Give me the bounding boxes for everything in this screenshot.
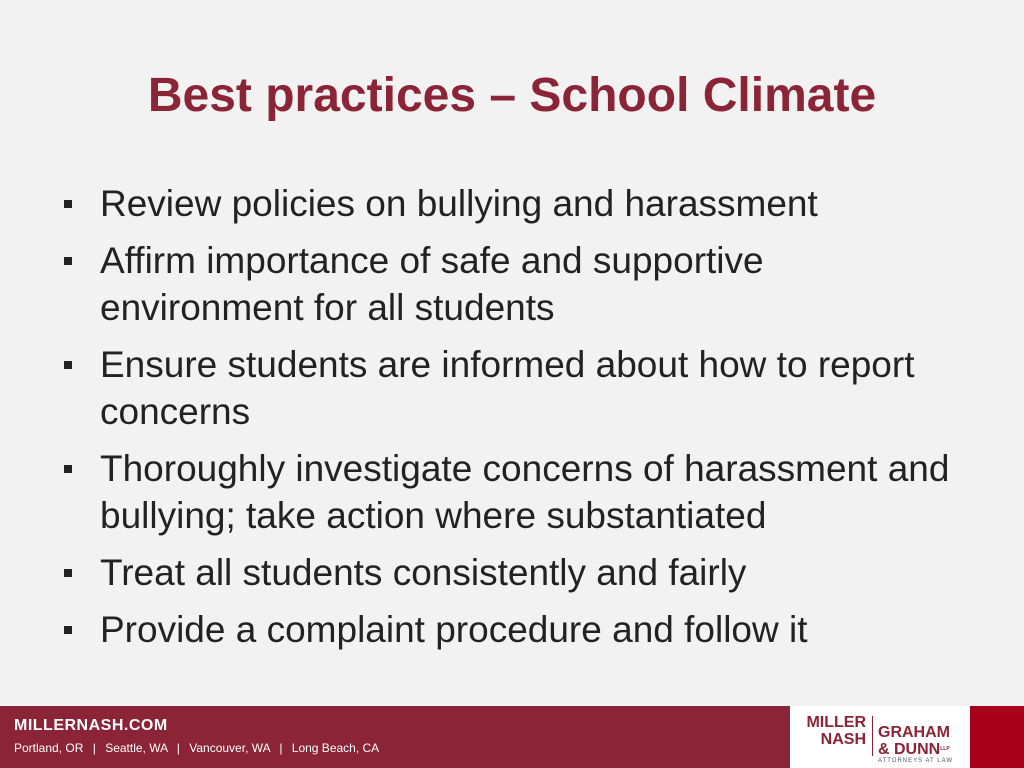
bullet-item (62, 237, 962, 331)
square-bullet-icon (64, 569, 72, 577)
bullet-list (62, 180, 962, 663)
footer-bar (0, 706, 790, 768)
slide-title: Best practices – School Climate (147, 69, 877, 122)
location-separator: | (176, 741, 180, 755)
bullet-item (62, 445, 962, 539)
logo-left-block (800, 714, 866, 748)
square-bullet-icon (64, 200, 72, 208)
logo-word-miller: MILLER (806, 714, 866, 731)
logo-word-dunn-line (878, 741, 950, 758)
bullet-text: Review policies on bullying and harassment (100, 183, 818, 224)
footer (0, 706, 1024, 768)
location-separator: | (279, 741, 283, 755)
logo-tagline: ATTORNEYS AT LAW (878, 758, 954, 764)
logo-divider (872, 716, 873, 756)
footer-locations (14, 741, 379, 755)
firm-logo (790, 706, 970, 768)
logo-right-block (878, 724, 950, 758)
location-separator: | (92, 741, 96, 755)
square-bullet-icon (64, 626, 72, 634)
logo-llp: LLP (940, 746, 950, 752)
location-long-beach: Long Beach, CA (291, 741, 380, 755)
location-seattle: Seattle, WA (105, 741, 168, 755)
bullet-text: Treat all students consistently and fairly (100, 552, 747, 593)
bullet-item (62, 549, 962, 596)
location-vancouver: Vancouver, WA (189, 741, 270, 755)
square-bullet-icon (64, 257, 72, 265)
bullet-text: Thoroughly investigate concerns of harassment and bullying; take action where substantiated (100, 448, 950, 536)
logo-word-nash: NASH (820, 731, 866, 748)
square-bullet-icon (64, 361, 72, 369)
footer-website: MILLERNASH.COM (14, 717, 168, 734)
bullet-text: Ensure students are informed about how to report concerns (100, 344, 915, 432)
logo-word-graham: GRAHAM (878, 724, 950, 741)
square-bullet-icon (64, 465, 72, 473)
bullet-item (62, 180, 962, 227)
bullet-text: Provide a complaint procedure and follow it (100, 609, 808, 650)
bullet-item (62, 606, 962, 653)
location-portland: Portland, OR (14, 741, 84, 755)
logo-word-dunn: & DUNN (878, 741, 941, 758)
bullet-text: Affirm importance of safe and supportive environment for all students (100, 240, 764, 328)
footer-accent-block (970, 706, 1024, 768)
bullet-item (62, 341, 962, 435)
